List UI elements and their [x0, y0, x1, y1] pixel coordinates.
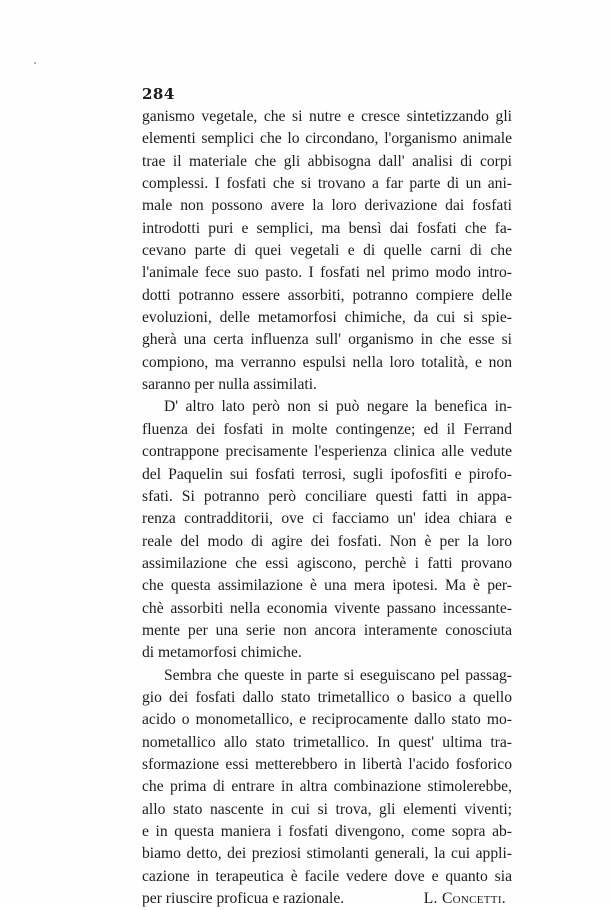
text-line: gio dei fosfati dallo stato trimetallico o basico a quello — [142, 688, 512, 706]
text-line: mente per una serie non ancora interamente conosciuta — [142, 621, 512, 639]
text-line: gherà una certa influenza sull' organismo in che esse si — [142, 331, 512, 349]
text-line: D' altro lato però non si può negare la benefica in- — [164, 398, 512, 416]
text-line: e in questa maniera i fosfati divengono, come sopra ab- — [142, 823, 512, 840]
text-line: l'animale fece suo pasto. I fosfati nel primo modo intro- — [142, 264, 512, 282]
body-text — [142, 106, 512, 910]
text-line: evoluzioni, delle metamorfosi chimiche, da cui si spie- — [142, 309, 512, 327]
text-line: biamo detto, dei preziosi stimolanti generali, la cui appli- — [142, 845, 512, 863]
author-signature: L. Concetti. — [423, 890, 506, 908]
text-line: introdotti puri e semplici, ma bensì dai fosfati che fa- — [142, 219, 512, 237]
text-line: chè assorbiti nella economia vivente passano incessante- — [142, 599, 512, 617]
text-line: di metamorfosi chimiche. — [142, 644, 302, 662]
text-line: cevano parte di quei vegetali e di quelle carni di che — [142, 242, 512, 260]
text-line: elementi semplici che lo circondano, l'organismo animale — [142, 130, 512, 148]
closing-line-text: per riuscire proficua e razionale. — [142, 890, 345, 908]
text-line: che questa assimilazione è una mera ipotesi. Ma è per- — [142, 577, 512, 595]
text-line: contrappone precisamente l'esperienza clinica alle vedute — [142, 443, 512, 461]
text-line: saranno per nulla assimilati. — [142, 376, 317, 394]
text-line: sformazione essi metterebbero in libertà l'acido fosforico — [142, 755, 512, 773]
text-line: assimilazione che essi agiscono, perchè i fatti provano — [142, 554, 512, 572]
text-line: reale del modo di agire dei fosfati. Non è per la loro — [142, 532, 512, 550]
text-line: fluenza dei fosfati in molte contingenze; ed il Ferrand — [142, 420, 512, 438]
text-line: renza contradditorii, ove ci facciamo un' idea chiara e — [142, 510, 512, 528]
text-line: male non possono avere la loro derivazione dai fosfati — [142, 197, 512, 215]
text-line: complessi. I fosfati che si trovano a far parte di un ani- — [142, 175, 512, 193]
text-line: acido o monometallico, e reciprocamente dallo stato mo- — [142, 711, 512, 729]
text-line: compiono, ma verranno espulsi nella loro totalità, e non — [142, 353, 512, 371]
text-line: sfati. Si potranno però conciliare questi fatti in appa- — [142, 487, 512, 505]
text-line: allo stato nascente in cui si trova, gli elementi viventi; — [142, 800, 512, 818]
text-line: ganismo vegetale, che si nutre e cresce sintetizzando gli — [142, 108, 512, 125]
text-line: dotti potranno essere assorbiti, potranno compiere delle — [142, 286, 512, 304]
text-line: cazione in terapeutica è facile vedere dove e quanto sia — [142, 867, 512, 885]
text-line: Sembra che queste in parte si eseguiscano pel passag- — [164, 666, 512, 684]
page-number: 284 — [142, 85, 175, 103]
text-line: che prima di entrare in altra combinazione stimolerebbe, — [142, 778, 512, 796]
text-line: trae il materiale che gli abbisogna dall' analisi di corpi — [142, 152, 512, 170]
closing-line — [142, 888, 512, 910]
text-line: del Paquelin sui fosfati terrosi, sugli ipofosfiti e pirofo- — [142, 465, 512, 483]
scan-speck — [34, 62, 36, 64]
text-line: nometallico allo stato trimetallico. In quest' ultima tra- — [142, 733, 512, 751]
paragraphs — [142, 106, 512, 888]
